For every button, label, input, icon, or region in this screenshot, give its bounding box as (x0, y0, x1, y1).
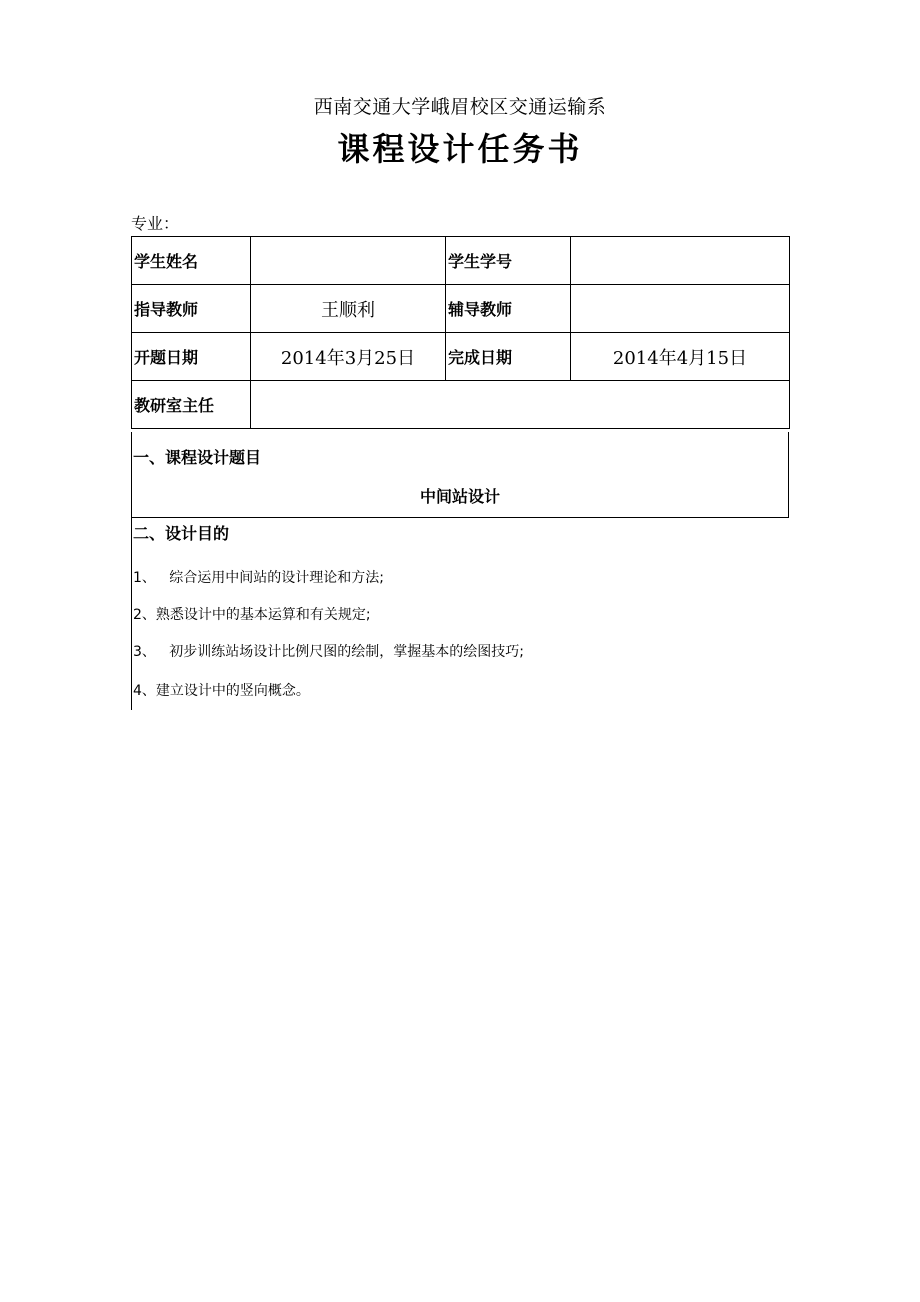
director-field[interactable] (251, 381, 790, 429)
table-row (132, 333, 790, 381)
end-date-field[interactable]: 2014年4月15日 (571, 333, 790, 381)
student-id-label: 学生学号 (446, 237, 571, 285)
tutor-field[interactable] (571, 285, 790, 333)
student-id-field[interactable] (571, 237, 790, 285)
tutor-label: 辅导教师 (446, 285, 571, 333)
start-date-label: 开题日期 (132, 333, 251, 381)
table-row (132, 285, 790, 333)
advisor-label: 指导教师 (132, 285, 251, 333)
major-label: 专业： (131, 214, 180, 233)
design-topic-heading: 一、课程设计题目 (133, 448, 262, 467)
director-label: 教研室主任 (132, 381, 251, 429)
advisor-field[interactable]: 王顺利 (251, 285, 446, 333)
list-item: 3、 初步训练站场设计比例尺图的绘制，掌握基本的绘图技巧; (133, 644, 524, 660)
end-date-label: 完成日期 (446, 333, 571, 381)
start-date-field[interactable]: 2014年3月25日 (251, 333, 446, 381)
design-topic-section (131, 432, 789, 518)
task-info-table (131, 236, 790, 429)
student-name-field[interactable] (251, 237, 446, 285)
table-row (132, 237, 790, 285)
table-row (132, 381, 790, 429)
list-item: 2、熟悉设计中的基本运算和有关规定; (133, 607, 371, 623)
list-item: 1、 综合运用中间站的设计理论和方法; (133, 570, 384, 586)
document-title: 课程设计任务书 (337, 130, 583, 168)
list-item: 4、建立设计中的竖向概念。 (133, 683, 310, 699)
design-topic-value: 中间站设计 (419, 487, 500, 506)
department-subtitle: 西南交通大学峨眉校区交通运输系 (313, 96, 607, 118)
design-purpose-heading: 二、设计目的 (133, 524, 230, 543)
design-purpose-section (131, 518, 788, 710)
student-name-label: 学生姓名 (132, 237, 251, 285)
